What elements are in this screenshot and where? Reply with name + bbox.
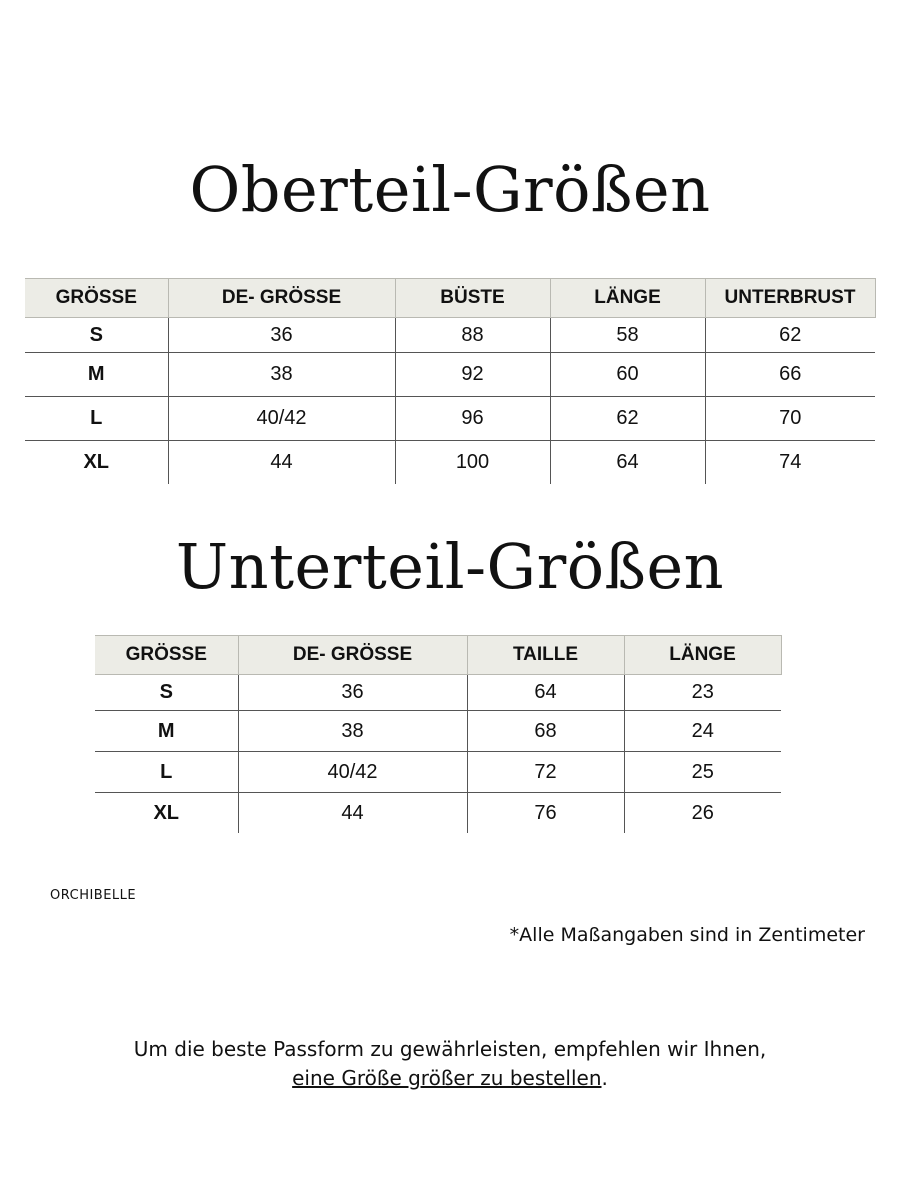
length-cell: 60	[550, 353, 705, 397]
size-cell: XL	[95, 793, 238, 834]
underbust-cell: 62	[705, 318, 875, 353]
length-cell: 24	[624, 711, 781, 752]
size-up-link[interactable]: eine Größe größer zu bestellen	[292, 1066, 602, 1090]
header-size: GRÖSSE	[25, 279, 168, 318]
table-row	[95, 793, 781, 834]
waist-cell: 72	[467, 752, 624, 793]
header-de-size: DE- GRÖSSE	[168, 279, 395, 318]
header-bust: BÜSTE	[395, 279, 550, 318]
table-row	[95, 752, 781, 793]
table-row	[25, 318, 875, 353]
fit-advice	[0, 1035, 900, 1093]
bust-cell: 96	[395, 397, 550, 441]
length-cell: 26	[624, 793, 781, 834]
brand-name: ORCHIBELLE	[50, 888, 137, 903]
size-cell: XL	[25, 441, 168, 485]
advice-line: Um die beste Passform zu gewährleisten, empfehlen wir Ihnen,	[133, 1037, 767, 1061]
top-size-table	[25, 278, 876, 484]
header-length: LÄNGE	[550, 279, 705, 318]
table-header-row	[95, 636, 781, 675]
underbust-cell: 66	[705, 353, 875, 397]
length-cell: 23	[624, 675, 781, 711]
table-row	[95, 711, 781, 752]
bust-cell: 88	[395, 318, 550, 353]
de-size-cell: 40/42	[168, 397, 395, 441]
size-cell: M	[95, 711, 238, 752]
table-row	[25, 397, 875, 441]
header-size: GRÖSSE	[95, 636, 238, 675]
de-size-cell: 44	[238, 793, 467, 834]
table-header-row	[25, 279, 875, 318]
size-cell: S	[25, 318, 168, 353]
underbust-cell: 74	[705, 441, 875, 485]
bottom-size-table	[95, 635, 782, 833]
de-size-cell: 36	[238, 675, 467, 711]
top-size-title: Oberteil-Größen	[189, 153, 711, 226]
advice-end: .	[601, 1066, 608, 1090]
table-row	[25, 441, 875, 485]
header-length: LÄNGE	[624, 636, 781, 675]
size-cell: L	[25, 397, 168, 441]
units-note: *Alle Maßangaben sind in Zentimeter	[509, 924, 865, 946]
underbust-cell: 70	[705, 397, 875, 441]
de-size-cell: 44	[168, 441, 395, 485]
length-cell: 25	[624, 752, 781, 793]
bust-cell: 100	[395, 441, 550, 485]
de-size-cell: 38	[238, 711, 467, 752]
waist-cell: 68	[467, 711, 624, 752]
de-size-cell: 38	[168, 353, 395, 397]
length-cell: 58	[550, 318, 705, 353]
size-cell: L	[95, 752, 238, 793]
waist-cell: 76	[467, 793, 624, 834]
header-waist: TAILLE	[467, 636, 624, 675]
table-row	[95, 675, 781, 711]
header-de-size: DE- GRÖSSE	[238, 636, 467, 675]
size-cell: M	[25, 353, 168, 397]
length-cell: 62	[550, 397, 705, 441]
size-cell: S	[159, 681, 173, 703]
table-row	[25, 353, 875, 397]
bottom-size-title: Unterteil-Größen	[175, 530, 725, 603]
length-cell: 64	[550, 441, 705, 485]
header-underbust: UNTERBRUST	[705, 279, 875, 318]
waist-cell: 64	[467, 675, 624, 711]
de-size-cell: 36	[168, 318, 395, 353]
bust-cell: 92	[395, 353, 550, 397]
de-size-cell: 40/42	[238, 752, 467, 793]
